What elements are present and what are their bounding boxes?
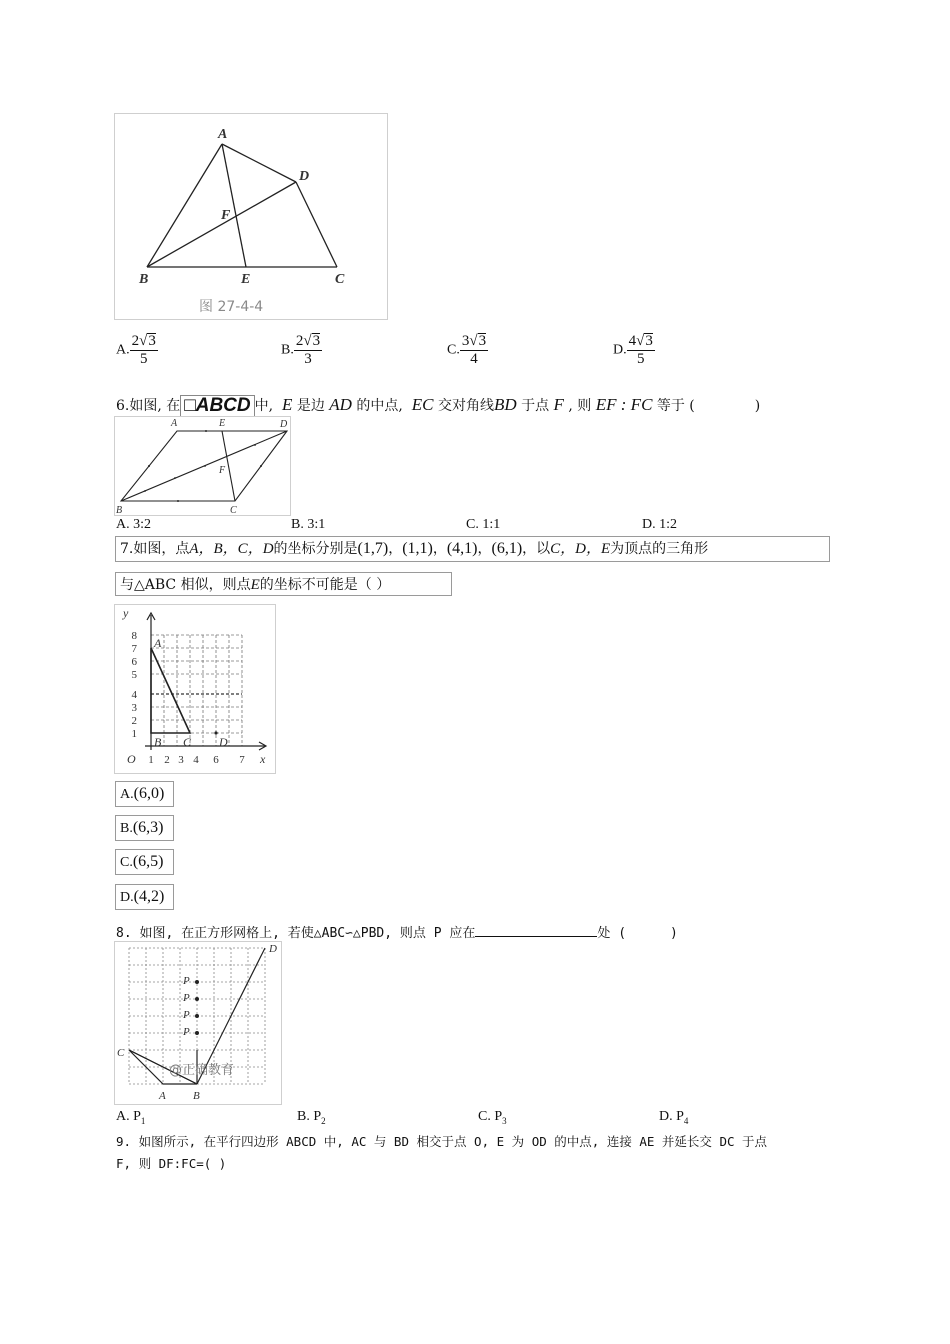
parallelogram-abcd-label: □ABCD: [180, 395, 254, 417]
q5-option-c: C. $\frac{3√3}{4}$: [447, 333, 487, 367]
q7-point-D: D: [219, 735, 228, 749]
q5-option-b: B. $\frac{2√3}{3}$: [281, 333, 321, 367]
y-tick-4: 4: [131, 689, 137, 701]
q8-point-P3: P: [183, 1009, 190, 1021]
q8-option-b: B. $P_2$: [297, 1109, 326, 1126]
q8-option-d: D. $P_4$: [659, 1109, 689, 1126]
point-label-B: B: [139, 272, 149, 287]
question-7-line-1: 7.如图，点A，B，C，D的坐标分别是(1,7)，(1,1)，(4,1)，(6,1)，以C，D，E为顶点的三角形: [115, 536, 830, 562]
y-tick-2: 2: [131, 715, 137, 727]
q7-option-b: B.(6,3): [115, 815, 174, 841]
y-tick-3: 3: [131, 702, 137, 714]
figure-q6-parallelogram: [114, 416, 291, 516]
q8-point-C: C: [117, 1047, 125, 1059]
q6-point-D: D: [280, 419, 288, 430]
q8-point-D: D: [269, 943, 277, 955]
q7-option-d: D.(4,2): [115, 884, 174, 910]
q7-option-a: A.(6,0): [115, 781, 174, 807]
question-9-line-2: F, 则 DF:FC=( ): [116, 1156, 227, 1171]
point-label-A: A: [218, 127, 228, 142]
y-tick-1: 1: [131, 728, 137, 740]
q6-option-a: A. 3:2: [116, 517, 151, 532]
q6-point-B: B: [116, 505, 123, 515]
q8-point-P2: P: [183, 992, 190, 1004]
q8-option-c: C. $P_3$: [478, 1109, 507, 1126]
x-axis-label: x: [260, 752, 266, 766]
answer-blank: [475, 922, 597, 937]
x-tick-2: 2: [164, 754, 170, 766]
y-tick-5: 5: [131, 669, 137, 681]
figure-caption: 图 27-4-4: [199, 299, 264, 315]
y-tick-8: 8: [131, 630, 137, 642]
point-label-E: E: [241, 272, 251, 287]
q7-point-A: A: [154, 636, 162, 650]
q6-point-C: C: [230, 505, 237, 515]
figure-q8-grid: [114, 941, 282, 1105]
x-tick-3: 3: [178, 754, 184, 766]
q6-option-b: B. 3:1: [291, 517, 326, 532]
q6-point-E: E: [219, 418, 226, 429]
q7-option-c: C.(6,5): [115, 849, 174, 875]
q6-point-A: A: [171, 418, 178, 429]
figure-q7-coordinate-grid: [114, 604, 276, 774]
x-tick-4: 4: [193, 754, 199, 766]
watermark: @正确教育: [169, 1063, 235, 1078]
x-tick-6: 6: [213, 754, 219, 766]
question-9-line-1: 9. 如图所示, 在平行四边形 ABCD 中, AC 与 BD 相交于点 O, E 为 OD 的中点, 连接 AE 并延长交 DC 于点: [116, 1134, 768, 1149]
question-8-text: 8. 如图, 在正方形网格上, 若使△ABC∽△PBD, 则点 P 应在 处 ( ): [116, 922, 678, 944]
y-tick-6: 6: [131, 656, 137, 668]
q6-point-F: F: [219, 465, 226, 476]
point-label-F: F: [221, 208, 231, 223]
q8-option-a: A. $P_1$: [116, 1109, 146, 1126]
q6-option-c: C. 1:1: [466, 517, 501, 532]
q7-point-B: B: [154, 735, 162, 749]
q7-point-C: C: [183, 735, 192, 749]
point-label-D: D: [299, 169, 310, 184]
q5-option-a: A. $\frac{2√3}{5}$: [116, 333, 156, 367]
question-6-text: 6.如图, 在 □ABCD 中, E 是边 AD 的中点, EC 交对角线BD 于点 F , 则 EF : FC 等于 ( ): [116, 395, 761, 416]
q5-option-d: D. $\frac{4√3}{5}$: [613, 333, 653, 367]
y-tick-7: 7: [131, 643, 137, 655]
y-axis-label: y: [123, 606, 129, 620]
q8-point-A: A: [159, 1090, 166, 1102]
q8-point-P1: P: [183, 975, 190, 987]
question-7-line-2: 与△ABC 相似，则点E的坐标不可能是（ ）: [115, 572, 452, 596]
q8-point-P4: P: [183, 1026, 190, 1038]
q6-option-d: D. 1:2: [642, 517, 677, 532]
point-label-C: C: [335, 272, 345, 287]
x-tick-7: 7: [239, 754, 245, 766]
x-tick-1: 1: [148, 754, 154, 766]
origin-label: O: [127, 752, 136, 766]
q8-point-B: B: [193, 1090, 200, 1102]
figure-27-4-4: [114, 113, 388, 320]
